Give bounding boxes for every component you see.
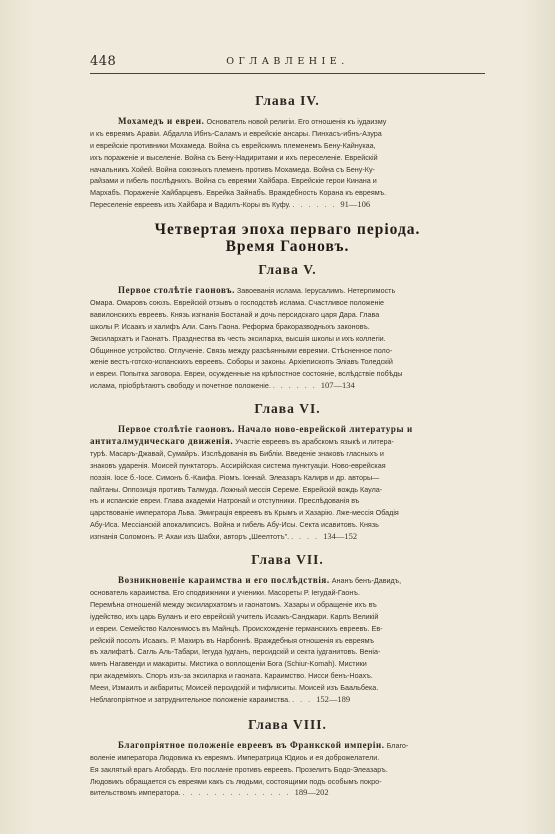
chapter-title: Первое столѣтіе гаоновъ.	[118, 285, 235, 296]
chapter-title: Благопріятное положеніе евреевъ въ Франкской имперіи.	[118, 739, 385, 750]
page-range: 134—152	[323, 531, 358, 542]
page-range: 189—202	[294, 787, 329, 798]
page-number: 448	[90, 54, 117, 69]
chapter-title: Первое столѣтіе гаоновъ. Начало ново-еврейской литературы и	[118, 424, 413, 435]
epoch-subtitle: Время Гаоновъ.	[225, 238, 350, 256]
chapter-heading: Глава V.	[258, 262, 317, 278]
table-of-contents	[90, 82, 485, 799]
chapter-heading: Глава IV.	[255, 93, 320, 108]
chapter-summary: Первое столѣтіе гаоновъ. Завоеванія ислама. Іерусалимъ. Нетерпимость Омара. Омаровъ союзъ. Еврейскій отзывъ о господствѣ ислама. Счастливое положеніе вавилонскихъ евреевъ. Князь изгнанія Бостанай и дочь персидскаго царя Дара. Глава школы Р. Исаакъ и халифъ Али. Санъ Гаона. Реформа бракоразводныхъ законовъ. Эксилархатъ и Гаонатъ. Празднества въ честь эксиларха, высшія школы и ихъ коллегіи. Общинное устройство. Отлученіе. Связь между разсѣянными евреями. Стѣсненное поло- женіе вестъ-готско-испанскихъ евреевъ. Соборы и законы. Архіепископъ Эліавъ Толедскій и евреи. Попытка заговора. Евреи, осужденные на крѣпостное состояніе, вслѣдствіе побѣды ислама, пріобрѣтаютъ свободу и почетное положеніе. . . . . . . 107—134	[90, 285, 403, 391]
header-rule	[90, 73, 485, 74]
chapter-heading: Глава VIII.	[248, 716, 327, 732]
page-header	[90, 54, 485, 70]
chapter-summary: Возникновеніе караимства и его послѣдствія. Ананъ бенъ-Давидъ, основатель караимства. Его сподвижники и ученики. Масореты Р. Іегудай-Гаонъ. Перемѣна отношеній между эксилархатомъ и гаонатомъ. Хазары и обращеніе ихъ въ іудейство, ихъ царь Буланъ и его еврейскій учитель Исаакъ-Санджари. Карлъ Великій и евреи. Семейство Калонимосъ въ Майнцѣ. Происхожденіе германскихъ евреевъ. Ев- рейскій посолъ Исаакъ. Р. Махиръ въ Нарбоннѣ. Враждебныя отношенія къ евреямъ въ халифатѣ. Сагль Аль-Табари, Іегуда Іудганъ, персидскій и секта іудганитовъ. Веніа- минъ Нагавенди и макариты. Мистика о воплощеніи Бога (Schiur-Komah). Мистики при академіяхъ. Споръ изъ-за эксиларха и гаоната. Караимство. Нисси бенъ-Ноахъ. Мееи, Измаилъ и акбариты; Моисей персидскій и тифлиситы. Моисей изъ Баальбека. Неблагопріятное и затруднительное положеніе караимства. . . . 152—189	[90, 575, 402, 704]
page-range: 107—134	[320, 380, 355, 391]
chapter-summary: Первое столѣтіе гаоновъ. Начало ново-еврейской литературы и антиталмудическаго движенія. Участіе евреевъ въ арабскомъ языкѣ и литера- турѣ. Масаръ-Джавай, Сумайръ. Изслѣдованія въ Библіи. Введеніе знаковъ гласныхъ и знаковъ ударенія. Моисей пунктаторъ. Ассирійская система пунктуаціи. Ново-еврейская поэзія. Іосе б.-Іосе. Симонъ б.-Каифа. Ріомъ. Іоннай. Элеазаръ Калирв и др. авторы— пайтаны. Оппозиція противъ Талмуда. Ложный мессія Сереме. Еврейскій вождь Каулa- нъ и испанскіе евреи. Глава академіи Натронай и отступники. Преслѣдованія въ царствованіе императора Льва. Эмиграція евреевъ въ Крымъ и Хазарію. Лже-мессія Обадія Абу-Иса. Мессіанскій апокалипсисъ. Война и гибель Абу-Исы. Секта исавитовъ. Князь изгнанія Соломонъ. Р. Ахаи изъ Шабхи, авторъ „Шеелтотъ". . . . . 134—152	[90, 424, 413, 542]
chapter-summary: Мохамедъ и евреи. Основатель новой религіи. Его отношенія къ іудаизму и къ евреямъ Аравіи. Абдалла Ибнъ-Саламъ и еврейскіе ансары. Пинхасъ-ибнъ-Азура и еврейскіе противники Мохамеда. Война съ еврейскимъ племенемъ Бену-Кайнукаа, ихъ пораженіе и выселеніе. Война съ Бену-Надиритами и ихъ переселеніе. Еврейскій начальникъ Хойей. Война союзныхъ племенъ противъ Мохамеда. Война съ Бену-Ку- райзами и гибель послѣднихъ. Война съ евреями Хайбара. Еврейскіе герои Кинана и Мархабъ. Пораженіе Хайбарцевъ. Еврейка Зайнабъ. Враждебность Корана къ евреямъ. Переселеніе евреевъ изъ Хайбара и Вадилъ-Коры въ Куфу. . . . . . . 91—106	[90, 116, 387, 210]
epoch-title: Четвертая эпоха перваго періода.	[154, 221, 421, 239]
chapter-title: Мохамедъ и евреи.	[118, 116, 205, 126]
chapter-summary: Благопріятное положеніе евреевъ въ Франкской имперіи. Благо- воленіе императора Людовика къ евреямъ. Императрица Юдиоь и ея доброжелатели. Ея заклятый врагъ Агобардъ. Его посланіе противъ евреевъ. Прозелитъ Бодо-Элеазаръ. Людовикъ обращается съ евреями какъ съ людьми, состоящими подъ особымъ покро- вительствомъ императора. . . . . . . . . . . . . . . 189—202	[90, 739, 409, 798]
chapter-heading: Глава VII.	[251, 552, 324, 568]
chapter-title: Возникновеніе караимства и его послѣдствія.	[118, 575, 330, 586]
chapter-heading: Глава VI.	[254, 401, 321, 417]
page-range: 152—189	[316, 693, 351, 704]
running-title: ОГЛАВЛЕНІЕ.	[226, 56, 349, 67]
page-range: 91—106	[340, 199, 371, 210]
